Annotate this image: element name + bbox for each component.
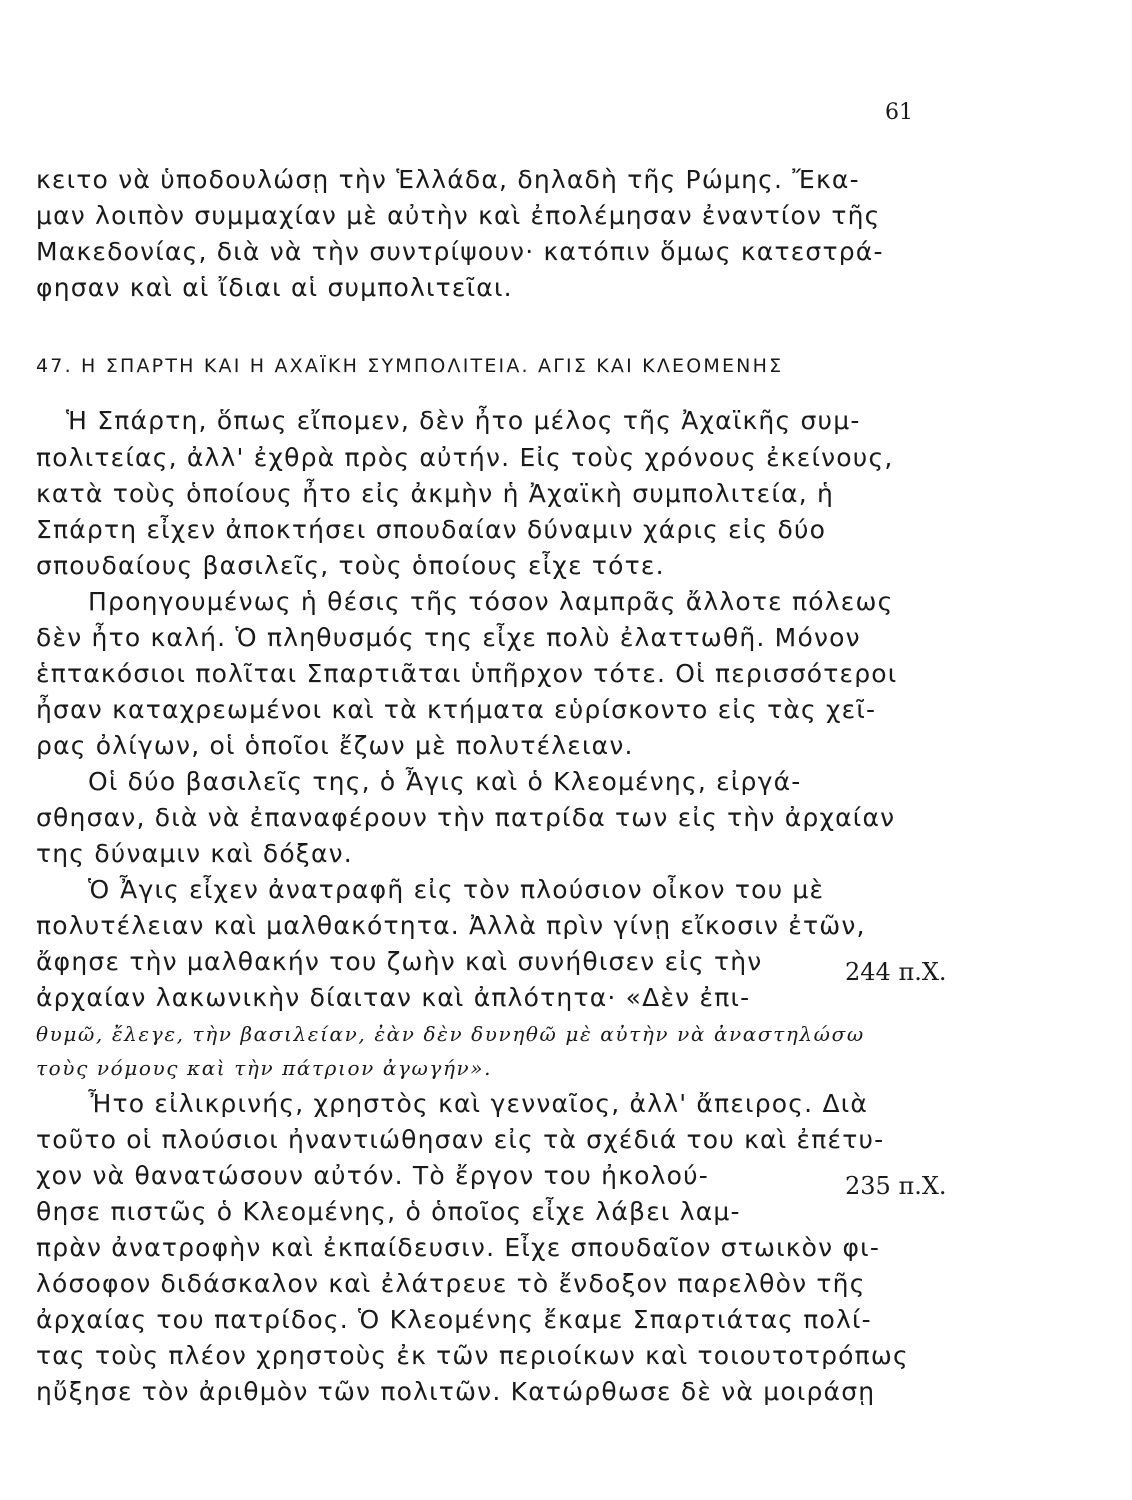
text-line: τας τοὺς πλέον χρηστοὺς ἐκ τῶν περιοίκων καὶ τοιουτοτρόπως: [36, 1341, 909, 1370]
text-line: ἑπτακόσιοι πολῖται Σπαρτιᾶται ὑπῆρχον τότε. Οἱ περισσότεροι: [36, 659, 898, 688]
margin-date: 235 π.Χ.: [845, 1172, 947, 1200]
text-line: χον νὰ θανατώσουν αὐτόν. Τὸ ἔργον του ἠκολού-: [36, 1161, 710, 1190]
text-line: Προηγουμένως ἡ θέσις τῆς τόσον λαμπρᾶς ἄλλοτε πόλεως: [88, 587, 894, 616]
text-line: λόσοφον διδάσκαλον καὶ ἐλάτρευε τὸ ἔνδοξον παρελθὸν τῆς: [36, 1269, 866, 1298]
text-line: ἀρχαίαν λακωνικὴν δίαιταν καὶ ἀπλότητα· «Δὲν ἐπι-: [36, 983, 751, 1012]
text-line: κειτο νὰ ὑποδουλώσῃ τὴν Ἑλλάδα, δηλαδὴ τῆς Ρώμης. Ἔκα-: [36, 165, 860, 194]
page-number: 61: [885, 100, 913, 125]
text-line: πρὰν ἀνατροφὴν καὶ ἐκπαίδευσιν. Εἶχε σπουδαῖον στωικὸν φι-: [36, 1233, 881, 1262]
text-line: σπουδαίους βασιλεῖς, τοὺς ὁποίους εἶχε τότε.: [36, 551, 665, 580]
text-line: Οἱ δύο βασιλεῖς της, ὁ Ἆγις καὶ ὁ Κλεομένης, εἰργά-: [88, 767, 802, 796]
text-line: τοῦτο οἱ πλούσιοι ἠναντιώθησαν εἰς τὰ σχέδιά του καὶ ἐπέτυ-: [36, 1125, 885, 1154]
text-line: ἦσαν καταχρεωμένοι καὶ τὰ κτήματα εὑρίσκοντο εἰς τὰς χεῖ-: [36, 695, 877, 724]
text-line: πολυτέλειαν καὶ μαλθακότητα. Ἀλλὰ πρὶν γίνῃ εἴκοσιν ἐτῶν,: [36, 911, 866, 940]
text-line: Ἡ Σπάρτη, ὅπως εἴπομεν, δὲν ἦτο μέλος τῆς Ἀχαϊκῆς συμ-: [66, 406, 861, 435]
quote-line: τοὺς νόμους καὶ τὴν πάτριον ἀγωγήν».: [36, 1056, 493, 1080]
text-line: της δύναμιν καὶ δόξαν.: [36, 839, 353, 868]
text-line: Σπάρτη εἶχεν ἀποκτήσει σπουδαίαν δύναμιν χάρις εἰς δύο: [36, 515, 827, 544]
text-line: φησαν καὶ αἱ ἴδιαι αἱ συμπολιτεῖαι.: [36, 273, 513, 302]
margin-date: 244 π.Χ.: [845, 958, 947, 986]
text-line: Μακεδονίας, διὰ νὰ τὴν συντρίψουν· κατόπιν ὅμως κατεστρά-: [36, 237, 884, 266]
text-line: ηὔξησε τὸν ἀριθμὸν τῶν πολιτῶν. Κατώρθωσε δὲ νὰ μοιράσῃ: [36, 1377, 876, 1406]
text-line: κατὰ τοὺς ὁποίους ἦτο εἰς ἀκμὴν ἡ Ἀχαϊκὴ συμπολιτεία, ἡ: [36, 479, 835, 508]
text-line: Ἦτο εἰλικρινής, χρηστὸς καὶ γενναῖος, ἀλλ' ἄπειρος. Διὰ: [88, 1089, 869, 1118]
text-line: σθησαν, διὰ νὰ ἐπαναφέρουν τὴν πατρίδα των εἰς τὴν ἀρχαίαν: [36, 803, 896, 832]
text-line: ρας ὀλίγων, οἱ ὁποῖοι ἔζων μὲ πολυτέλειαν.: [36, 731, 634, 760]
text-line: πολιτείας, ἀλλ' ἐχθρὰ πρὸς αὐτήν. Εἰς τοὺς χρόνους ἐκείνους,: [36, 443, 894, 472]
text-line: θησε πιστῶς ὁ Κλεομένης, ὁ ὁποῖος εἶχε λάβει λαμ-: [36, 1197, 741, 1226]
text-line: δὲν ἦτο καλή. Ὁ πληθυσμός της εἶχε πολὺ ἐλαττωθῆ. Μόνον: [36, 623, 861, 652]
text-line: ἀρχαίας του πατρίδος. Ὁ Κλεομένης ἔκαμε Σπαρτιάτας πολί-: [36, 1305, 872, 1334]
section-heading: 47. Η ΣΠΑΡΤΗ ΚΑΙ Η ΑΧΑΪΚΗ ΣΥΜΠΟΛΙΤΕΙΑ. ΑΓΙΣ ΚΑΙ ΚΛΕΟΜΕΝΗΣ: [36, 355, 784, 377]
text-line: Ὁ Ἆγις εἶχεν ἀνατραφῆ εἰς τὸν πλούσιον οἶκον του μὲ: [88, 875, 825, 904]
text-line: μαν λοιπὸν συμμαχίαν μὲ αὐτὴν καὶ ἐπολέμησαν ἐναντίον τῆς: [36, 201, 881, 230]
text-line: ἄφησε τὴν μαλθακήν του ζωὴν καὶ συνήθισεν εἰς τὴν: [36, 947, 763, 976]
quote-line: θυμῶ, ἔλεγε, τὴν βασιλείαν, ἐὰν δὲν δυνηθῶ μὲ αὐτὴν νὰ ἀναστηλώσω: [36, 1022, 865, 1046]
